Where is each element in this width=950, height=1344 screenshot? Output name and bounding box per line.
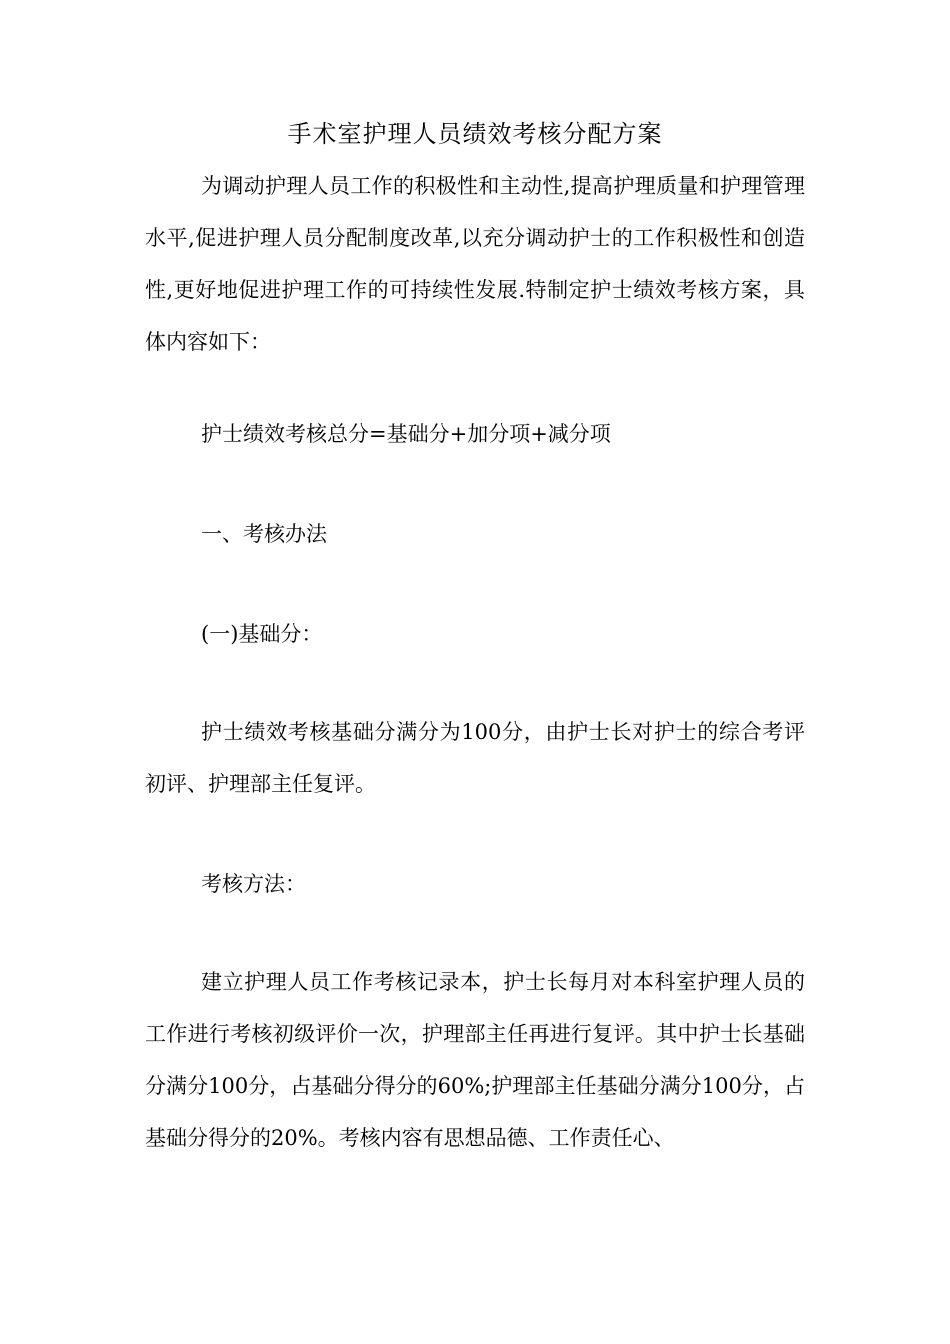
document-title: 手术室护理人员绩效考核分配方案 (287, 120, 663, 148)
formula-line: 护士绩效考核总分=基础分+加分项+减分项 (201, 422, 611, 446)
method-heading: 考核方法： (201, 872, 306, 896)
section-heading-assessment-method: 一、考核办法 (201, 522, 327, 546)
method-paragraph: 建立护理人员工作考核记录本，护士长每月对本科室护理人员的工作进行考核初级评价一次，护理部主任再进行复评。其中护士长基础分满分100分，占基础分得分的60%;护理部主任基础分满分100分，占基础分得分的20%。考核内容有思想品德、工作责任心、 (145, 970, 805, 1150)
intro-paragraph: 为调动护理人员工作的积极性和主动性,提高护理质量和护理管理水平,促进护理人员分配制度改革,以充分调动护士的工作积极性和创造性,更好地促进护理工作的可持续性发展.特制定护士绩效考核方案，具体内容如下： (145, 174, 805, 354)
basic-score-paragraph: 护士绩效考核基础分满分为100分，由护士长对护士的综合考评初评、护理部主任复评。 (145, 720, 805, 796)
subsection-heading-basic-score: (一)基础分： (201, 622, 323, 646)
